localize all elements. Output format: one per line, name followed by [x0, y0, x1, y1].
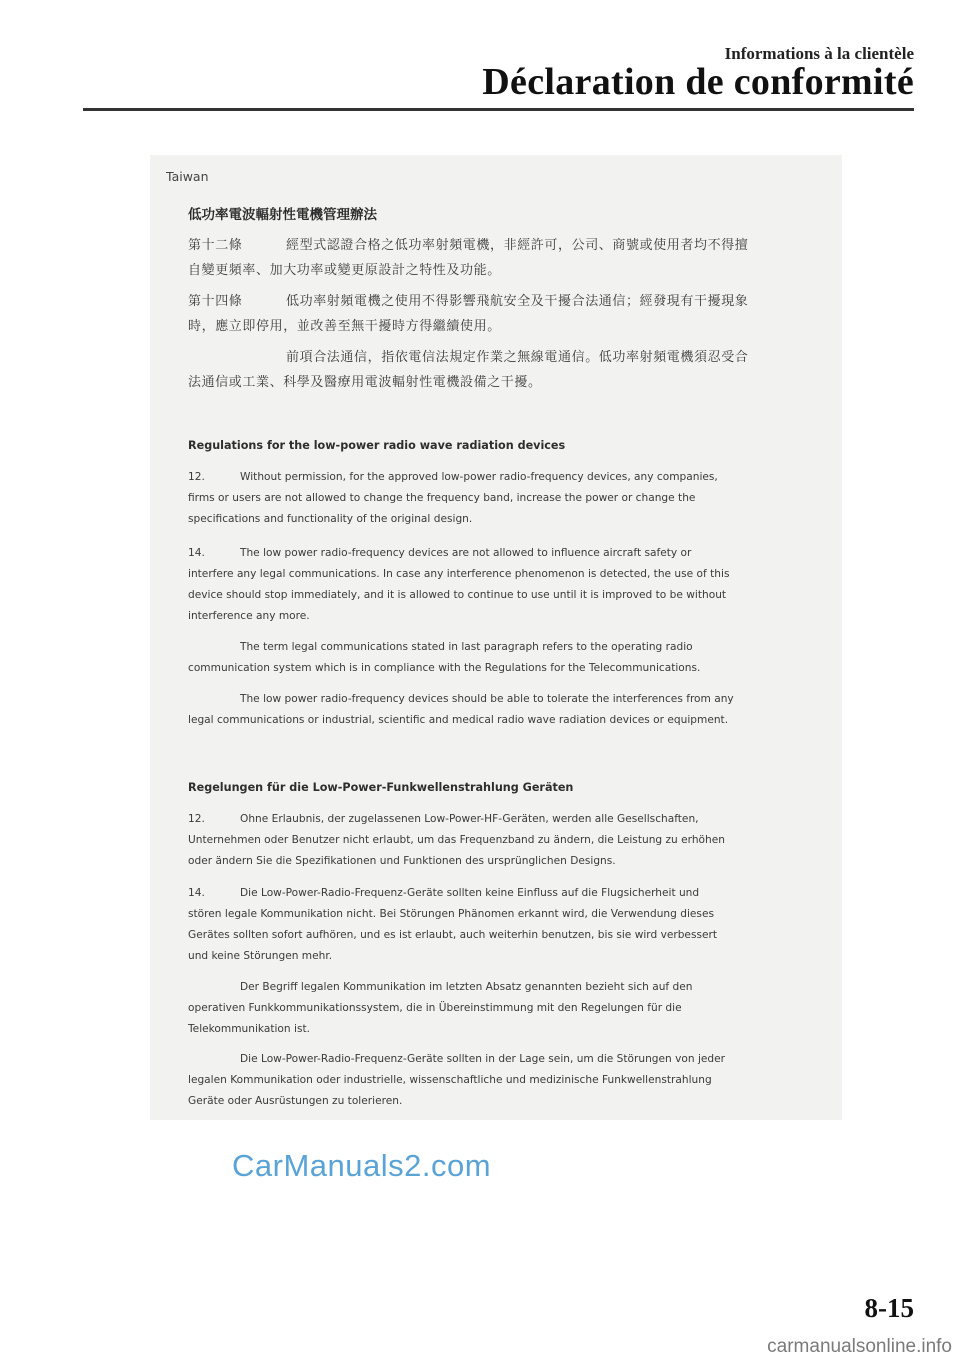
text-line: specifications and functionality of the original design. [188, 513, 473, 525]
article-number: 第十四條 [188, 294, 243, 309]
text-line: oder ändern Sie die Spezifikationen und Funktionen des ursprünglichen Designs. [188, 855, 616, 867]
chinese-article-14 [188, 289, 798, 339]
text-line: legalen Kommunikation oder industrielle, wissenschaftliche und medizinische Funkwellenstrahlung [188, 1074, 712, 1086]
paragraph-number: 12. [188, 471, 205, 483]
english-section [188, 439, 798, 452]
text-line: 12. Ohne Erlaubnis, der zugelassenen Low-Power-HF-Geräten, werden alle Gesellschaften, [188, 809, 798, 830]
chinese-article-14-paragraph-2 [188, 345, 798, 395]
english-paragraph-12 [188, 467, 798, 530]
country-label: Taiwan [166, 169, 209, 184]
text-line: legal communications or industrial, scientific and medical radio wave radiation devices or equipment. [188, 714, 729, 726]
chinese-article-14-line: 第十四條 低功率射頻電機之使用不得影響飛航安全及干擾合法通信；經發現有干擾現象 [188, 289, 798, 314]
chinese-paragraph-line: 法通信或工業、科學及醫療用電波輻射性電機設備之干擾。 [188, 375, 542, 390]
text-line: 14. The low power radio-frequency devices are not allowed to influence aircraft safety or [188, 543, 798, 564]
text-line: operativen Funkkommunikationssystem, die in Übereinstimmung mit den Regelungen für die [188, 1002, 682, 1014]
chinese-article-12-line: 第十二條 經型式認證合格之低功率射頻電機，非經許可，公司、商號或使用者均不得擅 [188, 233, 798, 258]
german-paragraph-12 [188, 809, 798, 872]
text-line: The low power radio-frequency devices should be able to tolerate the interferences from any [240, 693, 734, 705]
footer-url: carmanualsonline.info [767, 1336, 952, 1357]
paragraph-number: 14. [188, 547, 205, 559]
text-line: 12. Without permission, for the approved low-power radio-frequency devices, any companies, [188, 467, 798, 488]
english-paragraph-14 [188, 543, 798, 627]
chinese-title: 低功率電波輻射性電機管理辦法 [188, 207, 377, 223]
text-line: und keine Störungen mehr. [188, 950, 333, 962]
text-line: Gerätes sollten sofort aufhören, und es ist erlaubt, auch weiterhin benutzen, bis sie wird verbessert [188, 929, 718, 941]
page-number: 8-15 [864, 1293, 914, 1323]
german-section [188, 781, 798, 794]
scanned-document [150, 155, 842, 1120]
chinese-paragraph-line: 前項合法通信，指依電信法規定作業之無線電通信。低功率射頻電機須忍受合 [286, 350, 749, 365]
text-line: stören legale Kommunikation nicht. Bei Störungen Phänomen erkannt wird, die Verwendung dieses [188, 908, 714, 920]
chinese-article-12-line: 自變更頻率、加大功率或變更原設計之特性及功能。 [188, 263, 501, 278]
english-paragraph-14c [188, 689, 798, 731]
german-paragraph-14c [188, 1049, 798, 1112]
text-line: interfere any legal communications. In case any interference phenomenon is detected, the use of this [188, 568, 730, 580]
watermark: CarManuals2.com [232, 1148, 492, 1183]
text-line: Der Begriff legalen Kommunikation im letzten Absatz genannten bezieht sich auf den [240, 981, 693, 993]
english-paragraph-14b [188, 637, 798, 679]
chinese-article-12 [188, 233, 798, 283]
text-line: Unternehmen oder Benutzer nicht erlaubt, um das Frequenzband zu ändern, die Leistung zu erhöhen [188, 834, 725, 846]
text-line: Telekommunikation ist. [188, 1023, 310, 1035]
german-paragraph-14b [188, 977, 798, 1040]
text-line: interference any more. [188, 610, 310, 622]
chinese-article-14-line: 時，應立即停用，並改善至無干擾時方得繼續使用。 [188, 319, 501, 334]
text-line: communication system which is in compliance with the Regulations for the Telecommunications. [188, 662, 701, 674]
text-line: device should stop immediately, and it is allowed to continue to use until it is improved to be without [188, 589, 727, 601]
header-section-label: Informations à la clientèle [724, 44, 914, 63]
text-line: Die Low-Power-Radio-Frequenz-Geräte sollten in der Lage sein, um die Störungen von jeder [240, 1053, 726, 1065]
header-divider [83, 108, 914, 111]
german-paragraph-14 [188, 883, 798, 967]
chinese-section [188, 203, 798, 223]
article-number: 第十二條 [188, 238, 243, 253]
english-title: Regulations for the low-power radio wave radiation devices [188, 439, 566, 452]
text-line: The term legal communications stated in last paragraph refers to the operating radio [240, 641, 693, 653]
text-line: 14. Die Low-Power-Radio-Frequenz-Geräte sollten keine Einfluss auf die Flugsicherheit und [188, 883, 798, 904]
page-title: Déclaration de conformité [482, 61, 914, 103]
text-line: Geräte oder Ausrüstungen zu tolerieren. [188, 1095, 403, 1107]
german-title: Regelungen für die Low-Power-Funkwellenstrahlung Geräten [188, 781, 574, 794]
paragraph-number: 14. [188, 887, 205, 899]
text-line: firms or users are not allowed to change the frequency band, increase the power or change the [188, 492, 696, 504]
paragraph-number: 12. [188, 813, 205, 825]
